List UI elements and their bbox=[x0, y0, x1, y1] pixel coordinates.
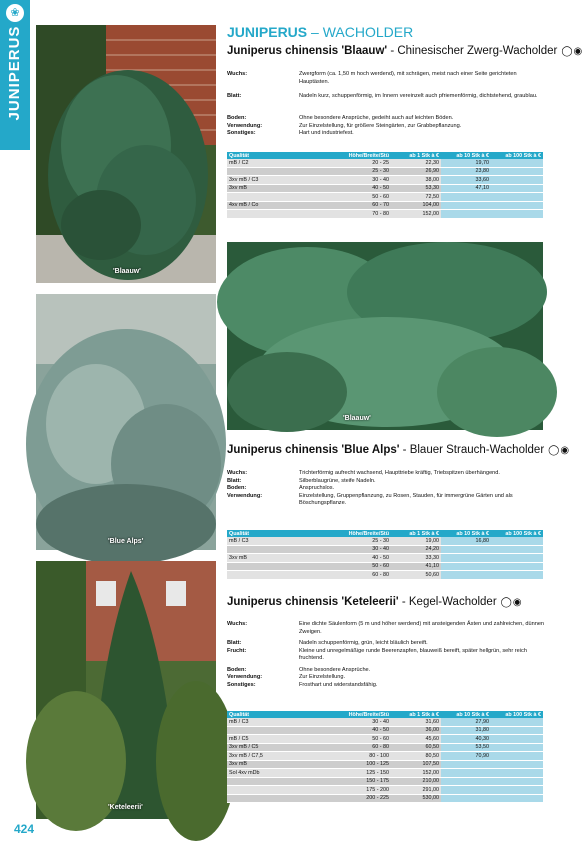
cell-price-1: 31,60 bbox=[391, 718, 441, 726]
cell-size: 60 - 80 bbox=[337, 743, 391, 752]
cell-price-1: 45,60 bbox=[391, 735, 441, 744]
cell-price-100 bbox=[491, 571, 543, 580]
property-key: Blatt: bbox=[227, 640, 242, 646]
product-properties bbox=[227, 621, 547, 689]
table-row bbox=[227, 735, 543, 744]
product-title bbox=[227, 444, 570, 456]
cell-quality: 3xv mB / C5 bbox=[227, 743, 337, 752]
cell-price-1: 26,90 bbox=[391, 167, 441, 176]
property-value: Trichterförmig aufrecht wachsend, Haupttriebe kräftig, Triebspitzen überhängend. bbox=[299, 470, 500, 476]
property-key: Verwendung: bbox=[227, 674, 263, 681]
property-row bbox=[227, 667, 547, 675]
property-key: Boden: bbox=[227, 485, 247, 492]
cell-price-10 bbox=[441, 210, 491, 219]
cell-price-100 bbox=[491, 210, 543, 219]
cell-price-1: 38,00 bbox=[391, 176, 441, 185]
property-value: Zwergform (ca. 1,50 m hoch werdend), mit schrägen, meist nach einer Seite gerichteten Hauptästen. bbox=[299, 71, 517, 85]
cell-price-10: 70,90 bbox=[441, 752, 491, 761]
product-common-name: - Kegel-Wacholder bbox=[398, 596, 497, 608]
property-key: Boden: bbox=[227, 666, 247, 673]
cell-price-10: 27,90 bbox=[441, 718, 491, 726]
cell-price-1: 72,50 bbox=[391, 193, 441, 202]
genus-common-name: WACHOLDER bbox=[322, 24, 414, 40]
property-row bbox=[227, 123, 547, 131]
page-number: 424 bbox=[14, 822, 35, 836]
table-row bbox=[227, 777, 543, 786]
price-table bbox=[227, 530, 543, 580]
property-row bbox=[227, 493, 547, 508]
cell-price-1: 104,00 bbox=[391, 201, 441, 210]
table-row bbox=[227, 752, 543, 761]
cell-size: 40 - 50 bbox=[337, 726, 391, 735]
cell-price-100 bbox=[491, 777, 543, 786]
col-header-price-1: ab 1 Stk à € bbox=[391, 711, 441, 718]
property-row bbox=[227, 682, 547, 690]
property-value: Anspruchslos. bbox=[299, 485, 335, 492]
product-title bbox=[227, 45, 583, 57]
col-header-price-1: ab 1 Stk à € bbox=[391, 152, 441, 159]
property-value: Kleine und unregelmäßige runde Beerenzapfen, blauweiß bereift, später hellgrün, sehr reich fruchtend. bbox=[299, 647, 527, 662]
cell-quality: mB / C2 bbox=[227, 159, 337, 167]
cell-size: 30 - 40 bbox=[337, 545, 391, 554]
cell-price-100 bbox=[491, 167, 543, 176]
property-key: Sonstiges: bbox=[227, 130, 256, 137]
cell-size: 25 - 30 bbox=[337, 537, 391, 545]
cell-quality bbox=[227, 786, 337, 795]
property-value: Ohne besondere Ansprüche. bbox=[299, 666, 371, 673]
cell-price-100 bbox=[491, 201, 543, 210]
cell-price-100 bbox=[491, 718, 543, 726]
genus-name: JUNIPERUS bbox=[227, 24, 308, 40]
cell-size: 175 - 200 bbox=[337, 786, 391, 795]
photo-blaauw-closeup-image bbox=[227, 242, 543, 430]
property-value: Hart und industriefest. bbox=[299, 130, 354, 137]
cell-price-10 bbox=[441, 769, 491, 778]
cell-price-1: 33,30 bbox=[391, 554, 441, 563]
table-row bbox=[227, 769, 543, 778]
col-header-quality: Qualität bbox=[227, 530, 337, 537]
property-row bbox=[227, 648, 547, 667]
cell-price-1: 36,00 bbox=[391, 726, 441, 735]
photo-blaauw-image bbox=[36, 25, 216, 283]
cell-quality: 3xv mB bbox=[227, 554, 337, 563]
cell-price-10 bbox=[441, 760, 491, 769]
cell-quality bbox=[227, 571, 337, 580]
cell-size: 125 - 150 bbox=[337, 769, 391, 778]
table-row bbox=[227, 167, 543, 176]
cell-price-1: 50,60 bbox=[391, 571, 441, 580]
cell-size: 70 - 80 bbox=[337, 210, 391, 219]
table-row bbox=[227, 159, 543, 167]
photo-blue-alps bbox=[36, 294, 216, 550]
product-common-name: - Blauer Strauch-Wacholder bbox=[399, 444, 545, 456]
cell-price-100 bbox=[491, 562, 543, 571]
product-name: Juniperus chinensis 'Blue Alps' bbox=[227, 444, 400, 456]
property-row bbox=[227, 621, 547, 640]
property-key: Verwendung: bbox=[227, 122, 263, 129]
cell-quality bbox=[227, 545, 337, 554]
cell-price-10 bbox=[441, 545, 491, 554]
site-symbol-icons: ◯◉ bbox=[561, 46, 583, 57]
cell-price-100 bbox=[491, 735, 543, 744]
cell-price-1: 530,00 bbox=[391, 794, 441, 803]
cell-size: 60 - 80 bbox=[337, 571, 391, 580]
property-row bbox=[227, 130, 547, 138]
col-header-price-10: ab 10 Stk à € bbox=[441, 711, 491, 718]
genus-dash: – bbox=[307, 24, 323, 40]
cell-price-1: 60,50 bbox=[391, 743, 441, 752]
cell-price-100 bbox=[491, 769, 543, 778]
property-value: Zur Einzelstellung, für größere Steingärten, zur Grabbepflanzung. bbox=[299, 122, 462, 129]
cell-price-1: 80,50 bbox=[391, 752, 441, 761]
site-symbol-icons: ◯◉ bbox=[548, 445, 571, 456]
property-row bbox=[227, 71, 547, 93]
col-header-price-1: ab 1 Stk à € bbox=[391, 530, 441, 537]
sidebar-tab-label: JUNIPERUS bbox=[6, 25, 23, 121]
cell-price-100 bbox=[491, 193, 543, 202]
product-properties bbox=[227, 470, 547, 508]
cell-quality: mB / C5 bbox=[227, 735, 337, 744]
caption-blue-alps: 'Blue Alps' bbox=[108, 538, 144, 545]
cell-quality bbox=[227, 562, 337, 571]
cell-price-10 bbox=[441, 562, 491, 571]
cell-price-1: 291,00 bbox=[391, 786, 441, 795]
cell-price-1: 152,00 bbox=[391, 210, 441, 219]
cell-quality bbox=[227, 726, 337, 735]
property-key: Blatt: bbox=[227, 477, 242, 484]
cell-price-1: 41,10 bbox=[391, 562, 441, 571]
cell-size: 200 - 225 bbox=[337, 794, 391, 803]
product-title bbox=[227, 596, 523, 608]
property-row bbox=[227, 478, 547, 486]
table-row bbox=[227, 760, 543, 769]
product-name: Juniperus chinensis 'Keteleerii' bbox=[227, 596, 399, 608]
col-header-price-10: ab 10 Stk à € bbox=[441, 152, 491, 159]
property-key: Wuchs: bbox=[227, 71, 248, 77]
photo-keteleerii-image bbox=[36, 561, 216, 819]
cell-size: 20 - 25 bbox=[337, 159, 391, 167]
cell-price-100 bbox=[491, 554, 543, 563]
cell-quality: 3xv mB bbox=[227, 184, 337, 193]
property-value: Silberblaugrüne, steife Nadeln. bbox=[299, 477, 376, 484]
genus-title bbox=[227, 24, 413, 40]
cell-quality: 3xv mB bbox=[227, 760, 337, 769]
table-row bbox=[227, 554, 543, 563]
cell-price-10 bbox=[441, 794, 491, 803]
property-row bbox=[227, 115, 547, 123]
price-table bbox=[227, 711, 543, 803]
product-properties bbox=[227, 71, 547, 138]
cell-quality: mB / C3 bbox=[227, 537, 337, 545]
table-row bbox=[227, 786, 543, 795]
table-row bbox=[227, 201, 543, 210]
cell-quality: Sol 4xv mDb bbox=[227, 769, 337, 778]
table-row bbox=[227, 718, 543, 726]
price-table-container bbox=[227, 530, 543, 580]
property-key: Verwendung: bbox=[227, 492, 263, 499]
property-key: Wuchs: bbox=[227, 621, 248, 627]
table-row bbox=[227, 571, 543, 580]
cell-size: 50 - 60 bbox=[337, 193, 391, 202]
col-header-price-100: ab 100 Stk à € bbox=[491, 711, 543, 718]
property-key: Sonstiges: bbox=[227, 681, 256, 688]
cell-price-10 bbox=[441, 777, 491, 786]
table-row bbox=[227, 193, 543, 202]
cell-price-10: 19,70 bbox=[441, 159, 491, 167]
cell-size: 40 - 50 bbox=[337, 554, 391, 563]
col-header-price-100: ab 100 Stk à € bbox=[491, 530, 543, 537]
site-symbol-icons: ◯◉ bbox=[500, 597, 523, 608]
cell-price-10 bbox=[441, 786, 491, 795]
cell-price-10: 23,80 bbox=[441, 167, 491, 176]
cell-size: 40 - 50 bbox=[337, 184, 391, 193]
price-table-container bbox=[227, 711, 543, 803]
cell-price-10 bbox=[441, 193, 491, 202]
cell-price-100 bbox=[491, 794, 543, 803]
cell-price-1: 22,30 bbox=[391, 159, 441, 167]
cell-price-1: 107,50 bbox=[391, 760, 441, 769]
cell-size: 80 - 100 bbox=[337, 752, 391, 761]
cell-price-100 bbox=[491, 537, 543, 545]
photo-blaauw bbox=[36, 25, 216, 283]
property-key: Wuchs: bbox=[227, 470, 248, 476]
photo-keteleerii bbox=[36, 561, 216, 819]
cell-price-100 bbox=[491, 159, 543, 167]
cell-price-1: 24,20 bbox=[391, 545, 441, 554]
property-value: Nadeln kurz, schuppenförmig, im Innern vereinzelt auch pfriemenförmig, dichtstehend, graublau. bbox=[299, 93, 538, 99]
caption-blaauw: 'Blaauw' bbox=[113, 268, 141, 275]
cell-price-10: 53,50 bbox=[441, 743, 491, 752]
cell-quality bbox=[227, 210, 337, 219]
cell-price-1: 152,00 bbox=[391, 769, 441, 778]
cell-price-10: 16,80 bbox=[441, 537, 491, 545]
col-header-quality: Qualität bbox=[227, 152, 337, 159]
table-row bbox=[227, 537, 543, 545]
col-header-price-10: ab 10 Stk à € bbox=[441, 530, 491, 537]
cell-size: 100 - 125 bbox=[337, 760, 391, 769]
cell-quality: 3xv mB / C3 bbox=[227, 176, 337, 185]
table-row bbox=[227, 726, 543, 735]
cell-price-100 bbox=[491, 786, 543, 795]
cell-price-10: 33,60 bbox=[441, 176, 491, 185]
cell-price-1: 53,30 bbox=[391, 184, 441, 193]
table-row bbox=[227, 562, 543, 571]
cell-quality bbox=[227, 167, 337, 176]
col-header-size: Höhe/Breite/Stü bbox=[337, 530, 391, 537]
property-key: Blatt: bbox=[227, 93, 242, 99]
cell-size: 50 - 60 bbox=[337, 735, 391, 744]
table-row bbox=[227, 210, 543, 219]
col-header-size: Höhe/Breite/Stü bbox=[337, 711, 391, 718]
cell-price-10 bbox=[441, 571, 491, 580]
cell-quality bbox=[227, 777, 337, 786]
table-row bbox=[227, 184, 543, 193]
cell-price-100 bbox=[491, 726, 543, 735]
price-table bbox=[227, 152, 543, 219]
cell-price-100 bbox=[491, 760, 543, 769]
property-key: Frucht: bbox=[227, 647, 247, 654]
caption-keteleerii: 'Keteleerii' bbox=[108, 804, 143, 811]
cell-quality: mB / C3 bbox=[227, 718, 337, 726]
photo-blaauw-closeup bbox=[227, 242, 543, 430]
property-row bbox=[227, 674, 547, 682]
cell-price-10: 31,80 bbox=[441, 726, 491, 735]
property-value: Eine dichte Säulenform (5 m und höher werdend) mit ansteigenden Ästen und zahlreichen, dünnen Zweigen. bbox=[299, 621, 545, 635]
cell-size: 30 - 40 bbox=[337, 176, 391, 185]
property-row bbox=[227, 470, 547, 478]
col-header-price-100: ab 100 Stk à € bbox=[491, 152, 543, 159]
caption-blaauw-closeup: 'Blaauw' bbox=[343, 415, 371, 422]
cell-quality bbox=[227, 193, 337, 202]
product-name: Juniperus chinensis 'Blaauw' bbox=[227, 45, 388, 57]
cell-price-100 bbox=[491, 743, 543, 752]
col-header-size: Höhe/Breite/Stü bbox=[337, 152, 391, 159]
cell-price-100 bbox=[491, 184, 543, 193]
col-header-quality: Qualität bbox=[227, 711, 337, 718]
property-row bbox=[227, 485, 547, 493]
cell-price-100 bbox=[491, 176, 543, 185]
cell-size: 30 - 40 bbox=[337, 718, 391, 726]
property-value: Nadeln schuppenförmig, grün, leicht bläulich bereift. bbox=[299, 640, 428, 646]
product-common-name: - Chinesischer Zwerg-Wacholder bbox=[387, 45, 558, 57]
table-row bbox=[227, 176, 543, 185]
cell-price-10 bbox=[441, 201, 491, 210]
property-key: Boden: bbox=[227, 115, 247, 121]
property-value: Ohne besondere Ansprüche, gedeiht auch auf leichten Böden. bbox=[299, 115, 454, 121]
cell-price-1: 19,00 bbox=[391, 537, 441, 545]
cell-price-100 bbox=[491, 545, 543, 554]
cell-price-1: 210,00 bbox=[391, 777, 441, 786]
property-row bbox=[227, 640, 547, 648]
cell-price-10 bbox=[441, 554, 491, 563]
cell-quality bbox=[227, 794, 337, 803]
cell-price-10: 47,10 bbox=[441, 184, 491, 193]
table-row bbox=[227, 794, 543, 803]
cell-size: 25 - 30 bbox=[337, 167, 391, 176]
cell-size: 150 - 175 bbox=[337, 777, 391, 786]
cell-price-10: 40,30 bbox=[441, 735, 491, 744]
property-value: Frosthart und widerstandsfähig. bbox=[299, 681, 378, 688]
table-row bbox=[227, 545, 543, 554]
property-value: Zur Einzelstellung. bbox=[299, 674, 346, 681]
cell-size: 50 - 60 bbox=[337, 562, 391, 571]
cell-quality: 3xv mB / C7,5 bbox=[227, 752, 337, 761]
photo-blue-alps-image bbox=[36, 294, 216, 550]
property-row bbox=[227, 93, 547, 115]
property-value: Einzelstellung, Gruppenpflanzung, zu Rosen, Stauden, für immergrüne Gärten und als Böschungspflanze. bbox=[299, 492, 513, 507]
cell-size: 60 - 70 bbox=[337, 201, 391, 210]
leaf-logo-icon: ❀ bbox=[6, 4, 24, 22]
table-row bbox=[227, 743, 543, 752]
cell-price-100 bbox=[491, 752, 543, 761]
cell-quality: 4xv mB / Co bbox=[227, 201, 337, 210]
price-table-container bbox=[227, 152, 543, 219]
